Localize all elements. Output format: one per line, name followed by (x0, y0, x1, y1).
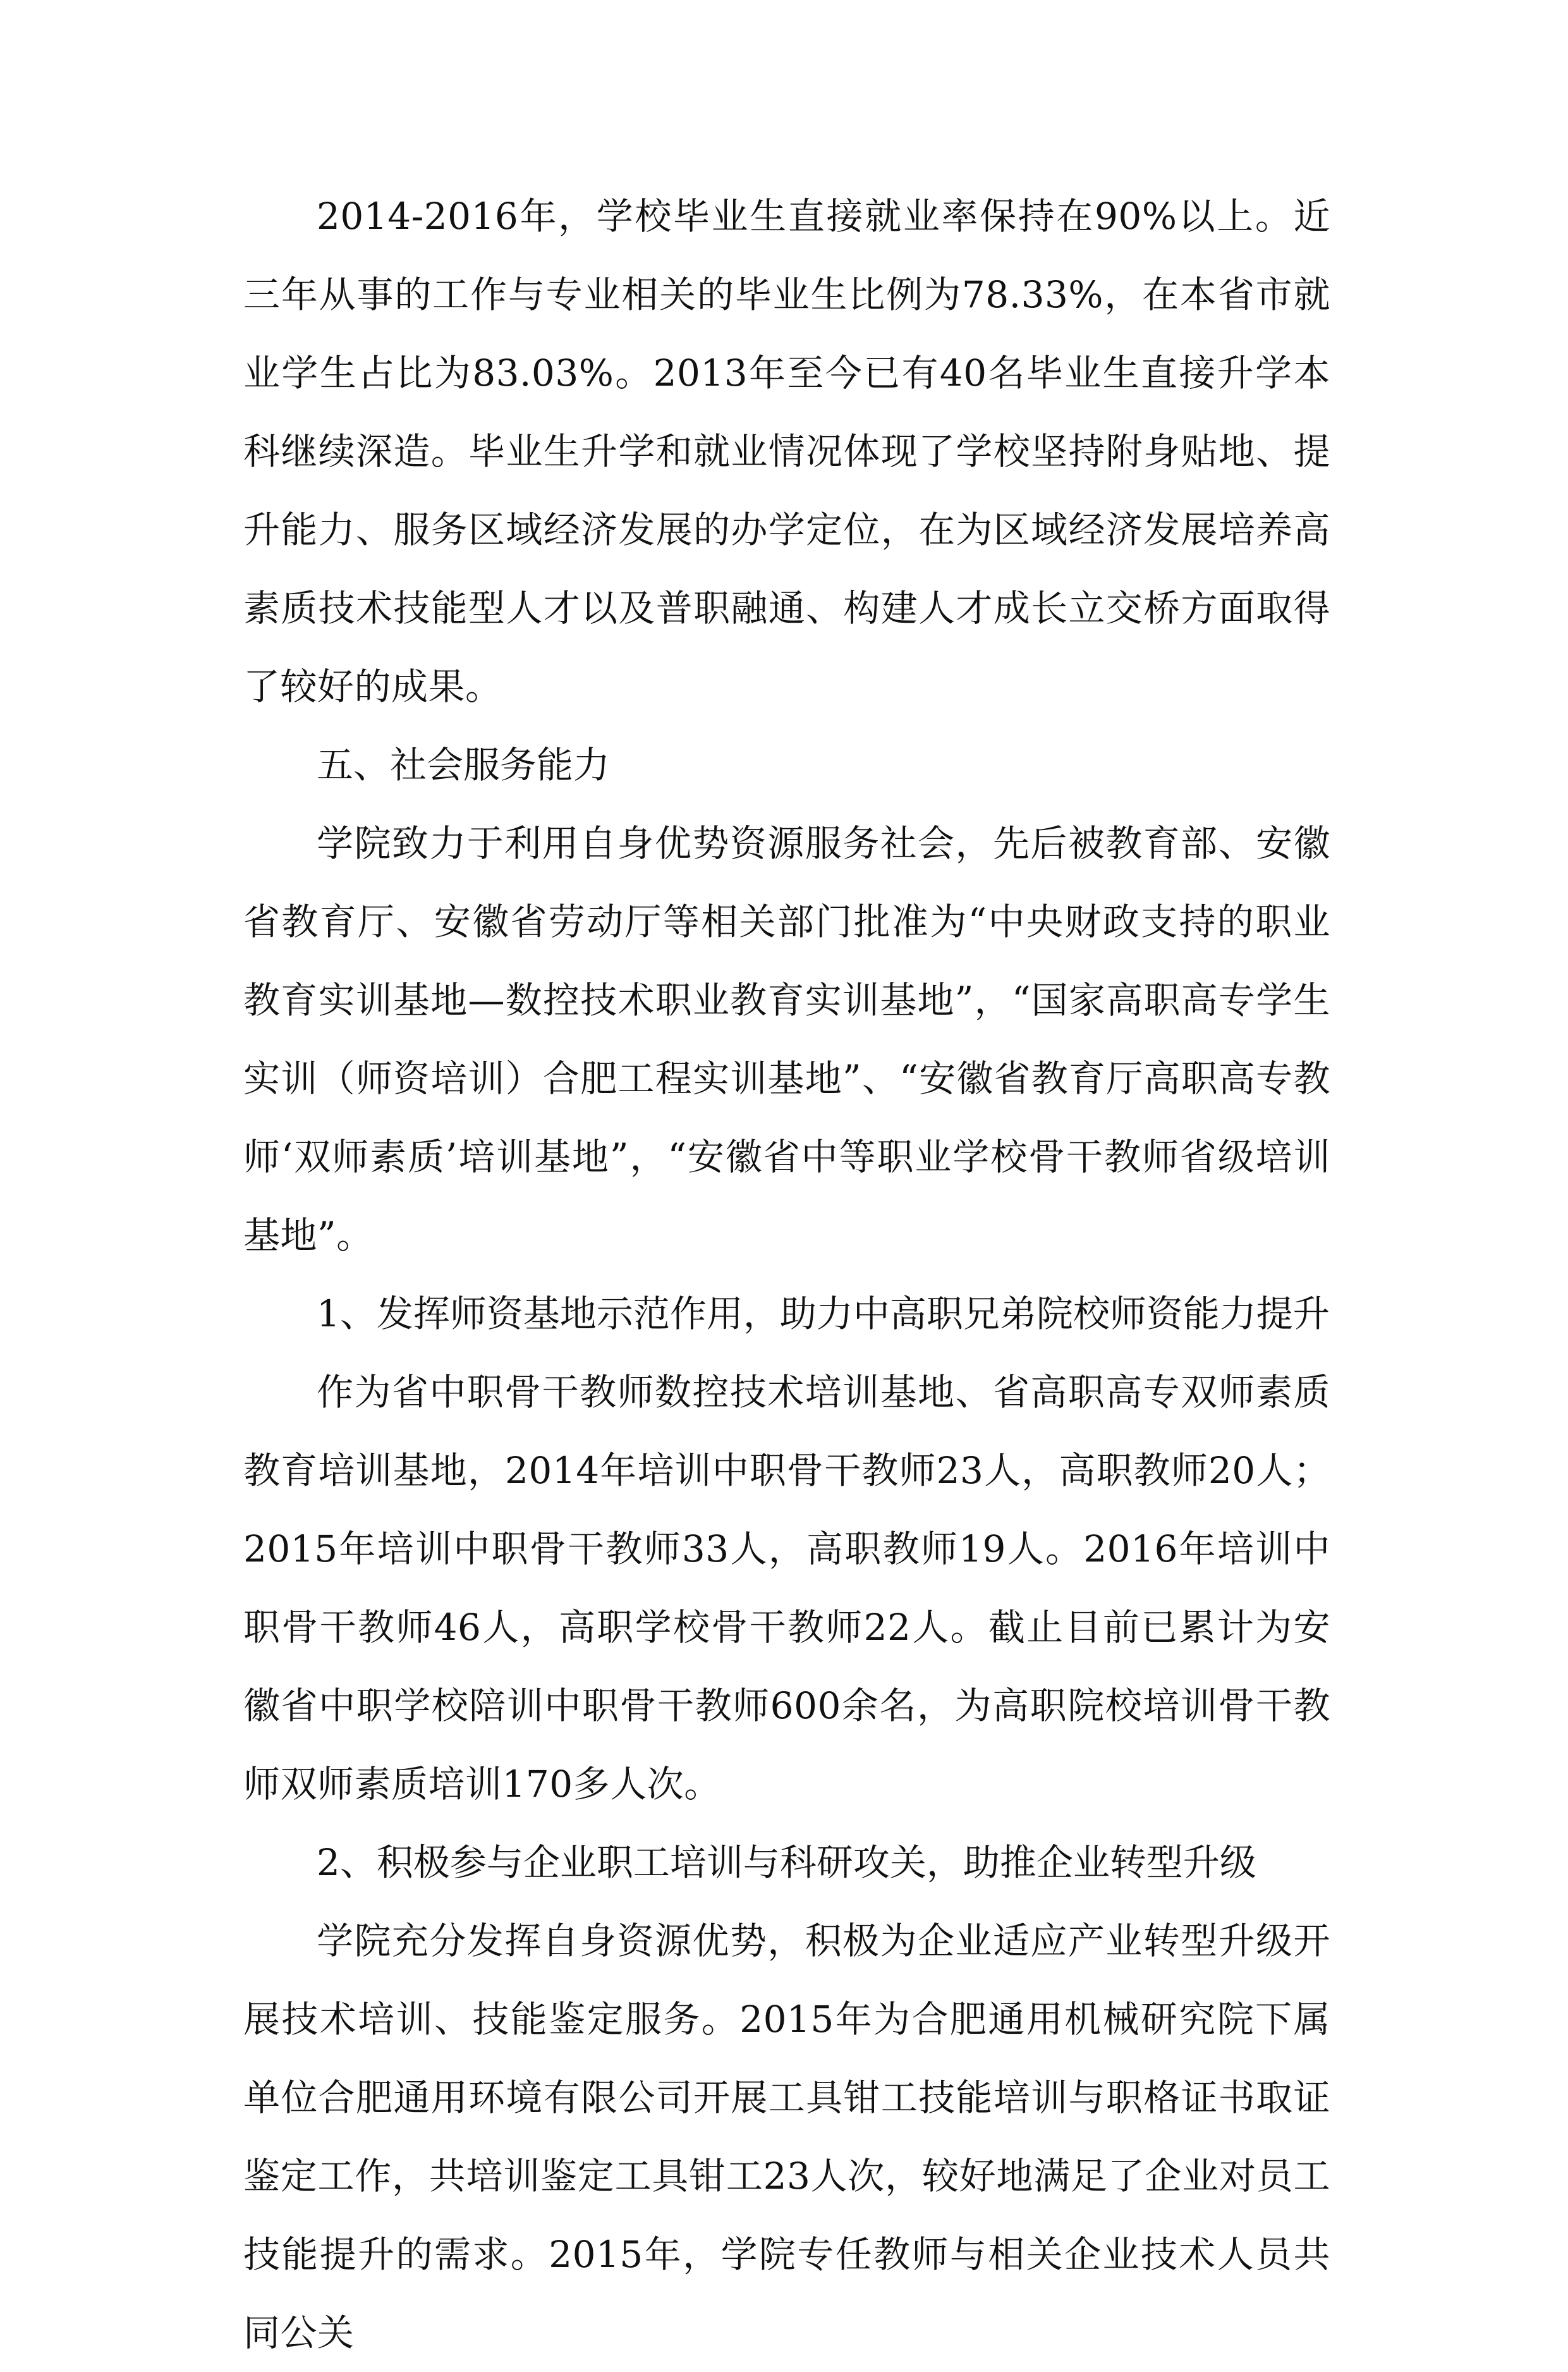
paragraph-enterprise-training: 学院充分发挥自身资源优势，积极为企业适应产业转型升级开展技术培训、技能鉴定服务。2015年为合肥通用机械研究院下属单位合肥通用环境有限公司开展工具钳工技能培训与职格证书取证鉴定工作，共培训鉴定工具钳工23人次，较好地满足了企业对员工技能提升的需求。2015年，学院专任教师与相关企业技术人员共同公关 (243, 1919, 1330, 2354)
paragraph-employment-rate: 2014-2016年，学校毕业生直接就业率保持在90%以上。近三年从事的工作与专业相关的毕业生比例为78.33%，在本省市就业学生占比为83.03%。2013年至今已有40名毕业生直接升学本科继续深造。毕业生升学和就业情况体现了学校坚持附身贴地、提升能力、服务区域经济发展的办学定位，在为区域经济发展培养高素质技术技能型人才以及普职融通、构建人才成长立交桥方面取得了较好的成果。 (243, 195, 1330, 708)
section-heading-social-service: 五、社会服务能力 (317, 743, 611, 786)
document-page (243, 177, 1330, 2372)
subheading-teacher-training: 1、发挥师资基地示范作用，助力中高职兄弟院校师资能力提升 (317, 1292, 1330, 1335)
paragraph-teacher-training-stats: 作为省中职骨干教师数控技术培训基地、省高职高专双师素质教育培训基地，2014年培训中职骨干教师23人，高职教师20人；2015年培训中职骨干教师33人，高职教师19人。2016年培训中职骨干教师46人，高职学校骨干教师22人。截止目前已累计为安徽省中职学校陪训中职骨干教师600余名，为高职院校培训骨干教师双师素质培训170多人次。 (243, 1371, 1330, 1806)
paragraph-training-bases: 学院致力于利用自身优势资源服务社会，先后被教育部、安徽省教育厅、安徽省劳动厅等相关部门批准为“中央财政支持的职业教育实训基地—数控技术职业教育实训基地”，“国家高职高专学生实训（师资培训）合肥工程实训基地”、“安徽省教育厅高职高专教师‘双师素质’培训基地”，“安徽省中等职业学校骨干教师省级培训基地”。 (243, 822, 1330, 1257)
subheading-enterprise-training: 2、积极参与企业职工培训与科研攻关，助推企业转型升级 (317, 1841, 1256, 1884)
